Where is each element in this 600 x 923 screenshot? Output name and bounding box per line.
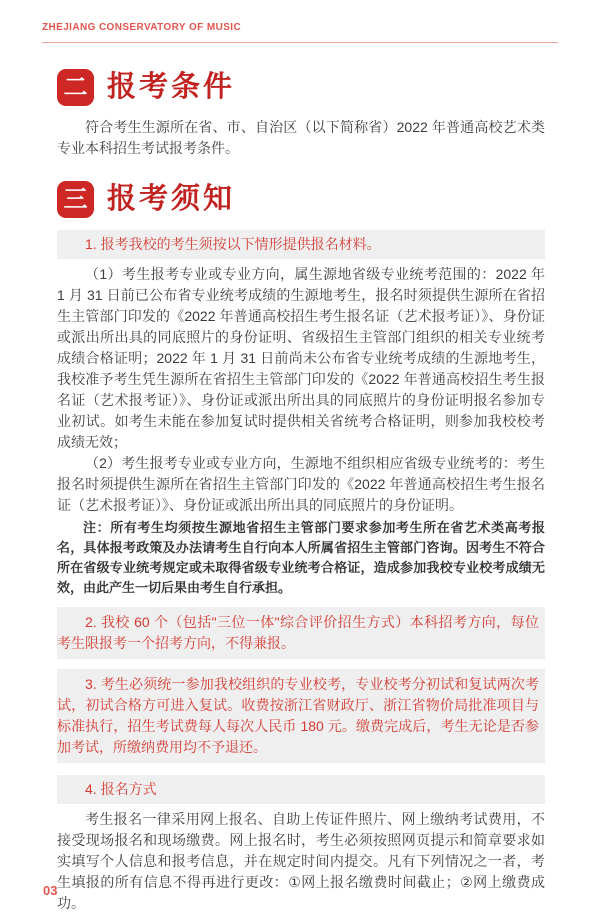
header-divider	[42, 42, 558, 43]
notice-item-1-note: 注：所有考生均须按生源地省招生主管部门要求参加考生所在省艺术类高考报名，具体报考政策及办法请考生自行向本人所属省招生主管部门咨询。因考生不符合所在省级专业统考规定或未取得省级专业统考合格证，造成参加我校专业校考成绩无效，由此产生一切后果由考生自行承担。	[57, 520, 545, 595]
notice-item-4-paragraph: 考生报名一律采用网上报名、自助上传证件照片、网上缴纳考试费用，不接受现场报名和现场缴费。网上报名时，考生必须按照网页提示和简章要求如实填写个人信息和报考信息，并在规定时间内提交。凡有下列情况之一者，考生填报的所有信息不得再进行更改：①网上报名缴费时间截止；②网上缴费成功。	[57, 811, 545, 911]
page-content	[0, 69, 600, 914]
page-header	[0, 0, 600, 43]
notice-item-1-paragraph-1: （1）考生报考专业或专业方向，属生源地省级专业统考范围的：2022 年 1 月 31 日前已公布省专业统考成绩的生源地考生，报名时须提供生源所在省招生主管部门印发的《2022 年普通高校招生考生报名证（艺术报考证）》、身份证或派出所出具的同底照片的身份证明、省级招生主管部门组织的相关专业统考成绩合格证明；2022 年 1 月 31 日前尚未公布省专业统考成绩的生源地考生，我校准予考生凭生源所在省招生主管部门印发的《2022 年普通高校招生考生报名证（艺术报考证）》、身份证或派出所出具的同底照片的身份证明报名参加专业初试。如考生未能在参加复试时提供相关省统考合格证明，则参加我校校考成绩无效；	[57, 266, 545, 450]
notice-item-4-heading: 4. 报名方式	[57, 775, 545, 804]
notice-item-2: 2. 我校 60 个（包括"三位一体"综合评价招生方式）本科招考方向，每位考生限报考一个招考方向，不得兼报。	[57, 607, 545, 659]
organization-name: ZHEJIANG CONSERVATORY OF MUSIC	[42, 22, 242, 33]
conditions-paragraph: 符合考生生源所在省、市、自治区（以下简称省）2022 年普通高校艺术类专业本科招生考试报考条件。	[57, 119, 545, 156]
section-number-3-icon: 三	[57, 181, 94, 218]
section-notice-title: 报考须知	[107, 182, 236, 215]
page-number: 03	[43, 883, 58, 898]
section-number-2-icon: 二	[57, 69, 94, 106]
section-notice-heading	[57, 181, 545, 218]
section-conditions-title: 报考条件	[107, 70, 236, 103]
notice-item-1-heading: 1. 报考我校的考生须按以下情形提供报名材料。	[57, 230, 545, 259]
section-conditions-heading	[57, 69, 545, 106]
notice-item-1-paragraph-2: （2）考生报考专业或专业方向，生源地不组织相应省级专业统考的：考生报名时须提供生源所在省招生主管部门印发的《2022 年普通高校招生考生报名证（艺术报考证）》、身份证或派出所出具的同底照片的身份证明。	[57, 455, 545, 513]
notice-item-3: 3. 考生必须统一参加我校组织的专业校考，专业校考分初试和复试两次考试，初试合格方可进入复试。收费按浙江省财政厅、浙江省物价局批准项目与标准执行，招生考试费每人每次人民币 180 元。缴费完成后，考生无论是否参加考试，所缴纳费用均不予退还。	[57, 669, 545, 763]
